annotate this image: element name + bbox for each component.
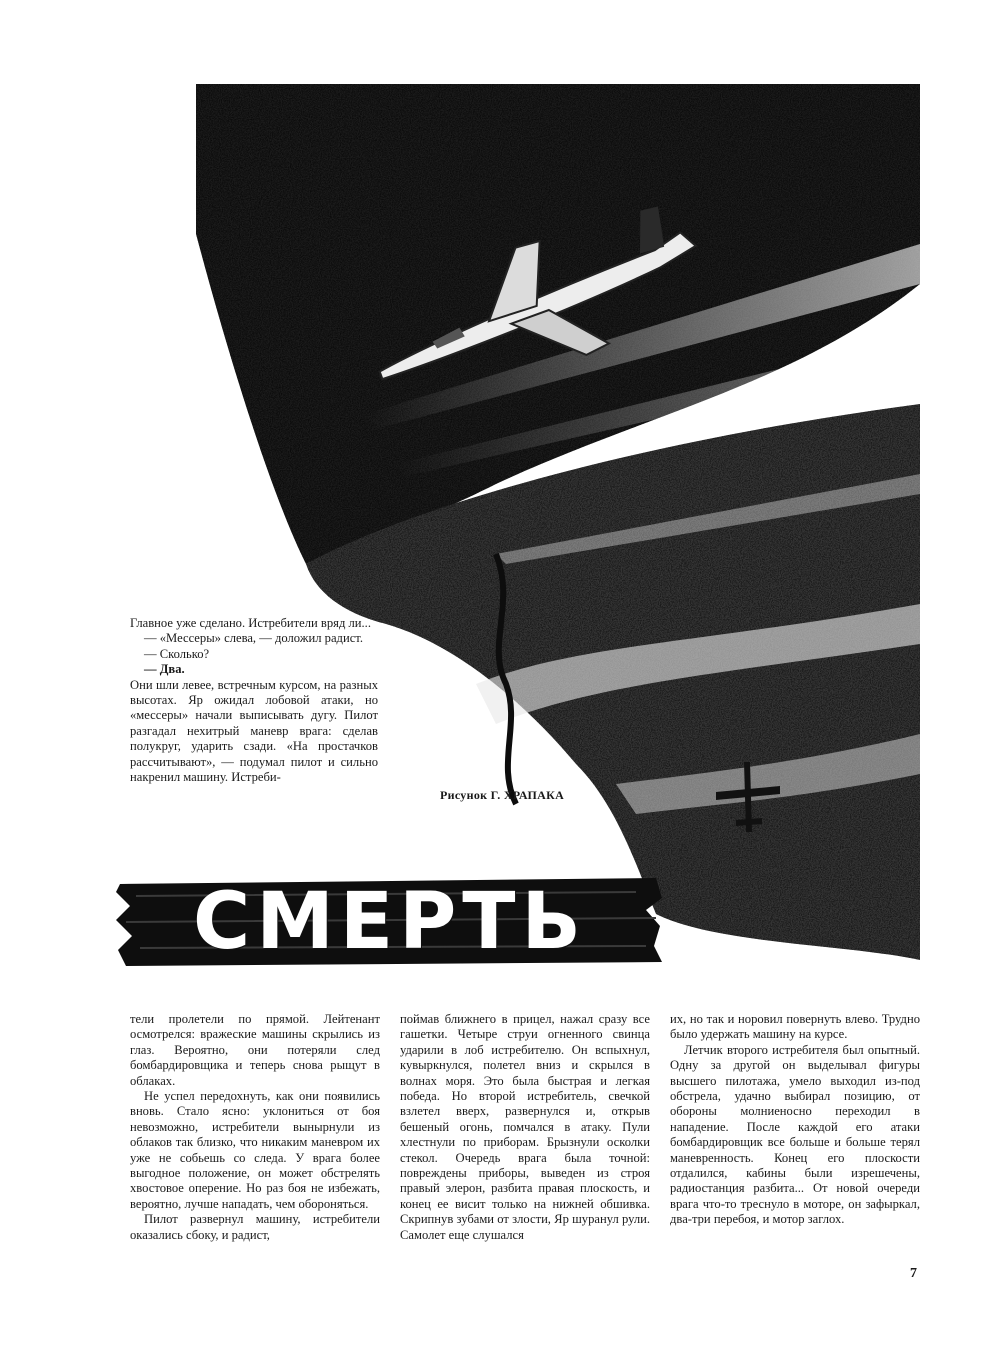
illustration-credit: Рисунок Г. ХРАПАКА [440, 788, 565, 802]
article-paragraph: тели пролетели по прямой. Лейтенант осмотрелся: вражеские машины скрылись из глаз. Вероятно, они потеряли след бомбардировщика и теперь снова рыщут в облаках. [130, 1012, 380, 1088]
intro-paragraph: — Сколько? [144, 646, 210, 661]
page-number: 7 [910, 1266, 917, 1281]
article-column-2 [400, 1012, 650, 1243]
article-paragraph: Пилот развернул машину, истребители оказались сбоку, и радист, [130, 1212, 380, 1242]
article-column-1 [130, 1012, 380, 1243]
airplane-dogfight-drawing-icon [196, 84, 920, 960]
intro-text [130, 616, 378, 785]
intro-paragraph: — «Мессеры» слева, — доложил радист. [144, 631, 363, 646]
intro-paragraph: Главное уже сделано. Истребители вряд ли... [130, 616, 371, 630]
article-paragraph: их, но так и норовил повернуть влево. Трудно было удержать машину на курсе. [670, 1012, 920, 1042]
article-paragraph: Не успел передохнуть, как они появились вновь. Стало ясно: уклониться от боя невозможно, истребители вынырнули из облаков так близко, что никаким маневром их уже не собьешь со следа. У врага более выгодное положение, он может обстрелять хвостовое оперение. Но раз боя не избежать, вероятно, лучше нападать, чем обороняться. [130, 1089, 380, 1211]
page-title: СМЕРТЬ [193, 877, 587, 967]
article-paragraph: поймав ближнего в прицел, нажал сразу все гашетки. Четыре струи огненного свинца ударили в лоб истребителю. Он вспыхнул, кувыркнулся, полетел вниз и скрылся в волнах моря. Это была быстрая и легкая победа. Но второй истребитель, свечкой взлетел вверх, развернулся и, открыв бешеный огонь, помчался в атаку. Пули хлестнули по приборам. Брызнули осколки стекол. Очередь врага была точной: повреждены приборы, выведен из строя правый элерон, разбита правая плоскость, и конец ее висит только на нижней обшивка. Скрипнув зубами от злости, Яр шуранул рули. Самолет еще слушался [400, 1012, 650, 1242]
title-banner [116, 876, 664, 968]
article-column-3 [670, 1012, 920, 1228]
intro-paragraph: Они шли левее, встречным курсом, на разных высотах. Яр ожидал лобовой атаки, но «мессеры» начали выписывать дугу. Пилот разгадал нехитрый маневр врага: сделав полукруг, ударить сзади. «На простачков рассчитывают», — подумал пилот и сильно накренил машину. Истреби- [130, 677, 378, 785]
illustration [196, 84, 920, 960]
article-paragraph: Летчик второго истребителя был опытный. Одну за другой он выделывал фигуры высшего пилотажа, умело выходил из-под обстрела, удачно выбирал позицию, от обороны молниеносно переходил в нападение. После каждой его атаки бомбардировщик все больше и больше терял маневренность. Конец его плоскости отдалился, кабины были изрешечены, радиостанция разбита... От новой очереди врага что-то треснуло в моторе, он зафыркал, два-три перебоя, и мотор заглох. [670, 1042, 920, 1227]
intro-paragraph: — Два. [144, 662, 185, 677]
